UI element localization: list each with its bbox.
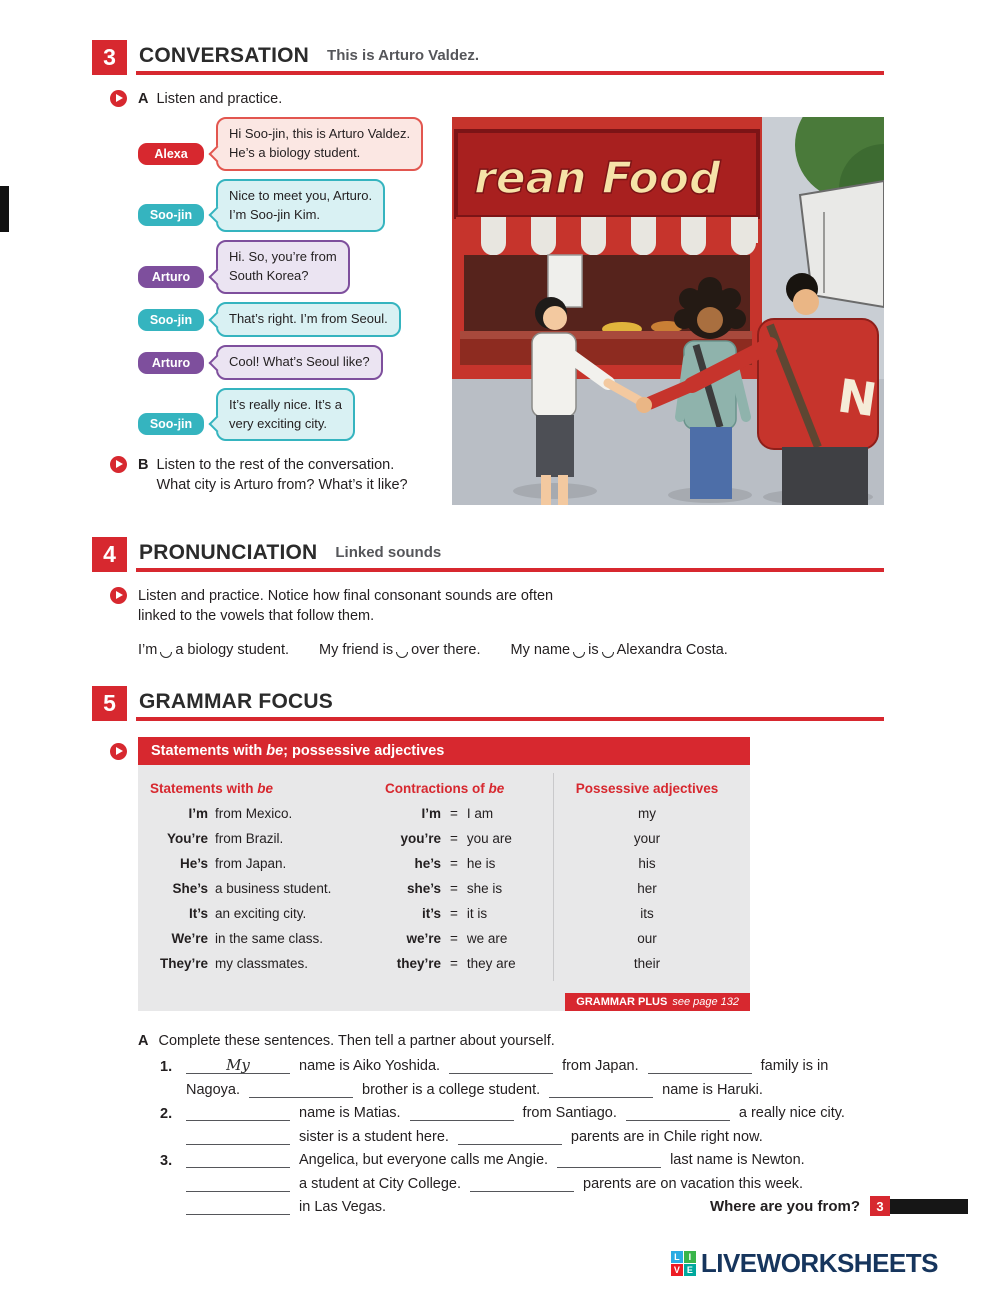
- bubble-line: It’s really nice. It’s a: [229, 396, 342, 412]
- statement-row: You’re from Brazil.: [166, 831, 284, 846]
- possessive-row: our: [637, 931, 657, 946]
- possessive-row: its: [640, 906, 654, 921]
- part-b-instruction: [156, 455, 407, 495]
- section-number-badge: 3: [92, 40, 127, 75]
- exercise-items: [160, 1057, 884, 1218]
- bubble-line: South Korea?: [229, 268, 309, 284]
- speaker-pill-alexa: Alexa: [138, 143, 204, 165]
- contraction-row: I’m = I am: [421, 806, 494, 821]
- part-a-instruction: Listen and practice.: [156, 91, 283, 107]
- part-a: [110, 89, 884, 109]
- speaker-pill-soo-jin: Soo-jin: [138, 413, 204, 435]
- food-stall-scene: [452, 117, 884, 505]
- exercise-text: from Santiago.: [522, 1105, 617, 1122]
- exercise-line: [186, 1128, 884, 1148]
- answer-blank[interactable]: [186, 1128, 290, 1145]
- section-subtitle: Linked sounds: [335, 544, 442, 561]
- answer-blank[interactable]: [557, 1151, 661, 1168]
- section-title: GRAMMAR FOCUS: [139, 689, 333, 713]
- footer-question: Where are you from?: [709, 1197, 860, 1215]
- page-edge-tab: [0, 186, 9, 232]
- exercise-label: A: [138, 1033, 149, 1049]
- logo-tile-i: I: [684, 1251, 696, 1263]
- exercise-text: name is Aiko Yoshida.: [299, 1058, 441, 1074]
- grammar-plus-label: GRAMMAR PLUS: [576, 996, 668, 1008]
- logo-tile-e: E: [684, 1264, 696, 1276]
- dialogue-row: [138, 179, 460, 233]
- speaker-pill-arturo: Arturo: [138, 266, 204, 288]
- section-title: CONVERSATION: [139, 43, 310, 67]
- grammar-focus-box: [138, 737, 750, 1011]
- answer-blank[interactable]: [470, 1175, 574, 1192]
- exercise-text: family is in: [760, 1058, 829, 1074]
- audio-play-icon[interactable]: [110, 90, 127, 107]
- dialogue-row: [138, 345, 460, 380]
- dialogue-row: [138, 388, 460, 442]
- speech-bubble: [216, 345, 383, 380]
- answer-blank[interactable]: [410, 1104, 514, 1121]
- example-segment: My name: [510, 642, 571, 658]
- jacket-letter: N: [834, 368, 881, 428]
- part-b-line1: Listen to the rest of the conversation.: [156, 457, 395, 474]
- page-content: [92, 40, 884, 1222]
- statement-row: I’m from Mexico.: [188, 806, 293, 821]
- bubble-line: He’s a biology student.: [229, 144, 361, 160]
- bubble-line: Nice to meet you, Arturo.: [229, 187, 373, 203]
- stall-sign-text: rean Food: [474, 153, 721, 204]
- answer-blank[interactable]: [186, 1057, 290, 1074]
- contractions-column: [373, 773, 553, 981]
- grammar-box-title-em: be: [266, 743, 284, 759]
- audio-play-icon[interactable]: [110, 456, 127, 473]
- speech-bubble: [216, 179, 385, 233]
- exercise-line: [186, 1151, 884, 1171]
- bubble-line: I’m Soo-jin Kim.: [229, 206, 321, 222]
- part-b-line2: What city is Arturo from? What’s it like?: [156, 477, 408, 494]
- speaker-pill-soo-jin: Soo-jin: [138, 309, 204, 331]
- contraction-row: we’re = we are: [406, 931, 508, 946]
- grammar-box-title-pre: Statements with: [151, 743, 267, 759]
- section-rule: [136, 717, 884, 721]
- possessives-column: [553, 773, 750, 981]
- answer-blank[interactable]: [186, 1175, 290, 1192]
- example-segment: a biology student.: [175, 642, 290, 658]
- contraction-row: it’s = it is: [421, 906, 488, 921]
- possessive-row: your: [633, 831, 661, 846]
- instruction-line2: linked to the vowels that follow them.: [138, 608, 375, 624]
- section-subtitle: This is Arturo Valdez.: [327, 47, 480, 64]
- section-header: [92, 686, 884, 721]
- exercise-item-number: 1.: [160, 1059, 173, 1075]
- answer-blank[interactable]: [186, 1104, 290, 1121]
- exercise-text: name is Matias.: [299, 1105, 401, 1122]
- grammar-plus-tag[interactable]: [565, 993, 750, 1011]
- pronunciation-instruction: [138, 586, 553, 626]
- bubble-line: Hi Soo-jin, this is Arturo Valdez.: [229, 126, 411, 141]
- linked-sounds-example: [319, 642, 480, 658]
- bubble-line: Cool! What’s Seoul like?: [229, 353, 370, 369]
- exercise-line: [186, 1081, 884, 1101]
- section-header: [92, 40, 884, 75]
- exercise-item-number: 3.: [160, 1153, 173, 1170]
- answer-blank[interactable]: [458, 1128, 562, 1145]
- statement-row: He’s from Japan.: [179, 856, 287, 871]
- exercise-text: from Japan.: [562, 1058, 639, 1074]
- contraction-row: he’s = he is: [414, 856, 496, 871]
- grammar-box-title-post: ; possessive adjectives: [283, 743, 445, 759]
- speech-bubble: [216, 302, 401, 337]
- statement-row: She’s a business student.: [172, 881, 332, 896]
- linking-arc: [573, 652, 585, 658]
- exercise-item: [160, 1104, 884, 1147]
- linked-sounds-examples: [138, 642, 884, 658]
- speech-bubble: [216, 388, 355, 442]
- contraction-row: they’re = they are: [396, 956, 516, 971]
- exercise-text: in Las Vegas.: [299, 1199, 387, 1216]
- possessive-row: their: [633, 956, 661, 971]
- section-pronunciation: [92, 537, 884, 658]
- page-footer: [0, 1196, 1000, 1216]
- dialogue-list: [138, 117, 460, 441]
- speech-bubble: [216, 240, 350, 294]
- possessive-row: her: [637, 881, 657, 896]
- exercise-text: a really nice city.: [738, 1105, 845, 1122]
- exercise-text: Angelica, but everyone calls me Angie.: [299, 1152, 549, 1169]
- exercise-instruction: Complete these sentences. Then tell a partner about yourself.: [158, 1033, 555, 1049]
- logo-tile-l: L: [671, 1251, 683, 1263]
- answer-blank[interactable]: [186, 1151, 290, 1168]
- exercise-text: Nagoya.: [186, 1081, 241, 1098]
- section-rule: [136, 71, 884, 75]
- grammar-table: [138, 765, 750, 1011]
- answer-blank[interactable]: [549, 1081, 653, 1098]
- section-rule: [136, 568, 884, 572]
- logo-tile-v: V: [671, 1264, 683, 1276]
- footer-page-number: 3: [870, 1196, 890, 1216]
- speech-bubble: [216, 117, 423, 171]
- statements-header: Statements with be: [150, 781, 274, 796]
- answer-blank[interactable]: [249, 1081, 353, 1098]
- linked-sounds-example: [510, 642, 727, 658]
- section-number-badge: 4: [92, 537, 127, 572]
- exercise-line: [186, 1104, 884, 1124]
- speaker-pill-soo-jin: Soo-jin: [138, 204, 204, 226]
- possessive-row: my: [638, 806, 656, 821]
- bubble-line: That’s right. I’m from Seoul.: [229, 311, 388, 327]
- pronunciation-part: [110, 586, 884, 626]
- bubble-line: Hi. So, you’re from: [229, 249, 337, 265]
- exercise-text: name is Haruki.: [662, 1081, 763, 1098]
- conversation-illustration: [452, 117, 884, 505]
- answer-blank[interactable]: [626, 1104, 730, 1121]
- contraction-row: you’re = you are: [400, 831, 512, 846]
- section-number-badge: 5: [92, 686, 127, 721]
- linked-sounds-example: [138, 642, 289, 658]
- exercise-text: a student at City College.: [299, 1175, 462, 1192]
- dialogue-row: [138, 302, 460, 337]
- logo-text: LIVEWORKSHEETS: [700, 1248, 938, 1278]
- answer-blank[interactable]: [648, 1057, 752, 1074]
- audio-play-icon[interactable]: [110, 587, 127, 604]
- dialogue-row: [138, 117, 460, 171]
- answer-blank[interactable]: [449, 1057, 553, 1074]
- conversation-area: [138, 117, 884, 515]
- liveworksheets-logo[interactable]: [671, 1248, 938, 1279]
- exercise-line: [186, 1057, 884, 1077]
- exercise-text: last name is Newton.: [670, 1152, 805, 1169]
- exercise-text: parents are in Chile right now.: [570, 1128, 763, 1145]
- logo-tiles-icon: [671, 1251, 696, 1276]
- example-segment: Alexandra Costa.: [616, 642, 728, 658]
- contractions-header: Contractions of be: [385, 781, 505, 796]
- section-grammar-focus: [92, 686, 884, 1218]
- section-header: [92, 537, 884, 572]
- contraction-row: she’s = she is: [406, 881, 503, 896]
- grammar-plus-note: see page 132: [672, 996, 739, 1008]
- exercise-header: [138, 1033, 884, 1049]
- section-title: PRONUNCIATION: [139, 540, 318, 564]
- linking-arc: [160, 652, 172, 658]
- instruction-line1: Listen and practice. Notice how final consonant sounds are often: [138, 588, 554, 604]
- grammar-box-title: [138, 737, 750, 765]
- statements-column: [138, 773, 373, 981]
- exercise-text: brother is a college student.: [362, 1081, 541, 1098]
- audio-play-icon[interactable]: [110, 743, 127, 760]
- speaker-pill-arturo: Arturo: [138, 352, 204, 374]
- part-b-label: B: [138, 457, 149, 474]
- statement-row: They’re my classmates.: [159, 956, 309, 971]
- exercise-text: parents are on vacation this week.: [583, 1175, 804, 1192]
- bubble-line: very exciting city.: [229, 415, 328, 431]
- exercise-line: [186, 1175, 884, 1195]
- example-segment: I’m: [138, 642, 158, 658]
- example-segment: My friend is: [319, 642, 394, 658]
- example-segment: is: [588, 642, 599, 658]
- statement-row: We’re in the same class.: [171, 931, 324, 946]
- footer-bar: [890, 1199, 968, 1214]
- possessives-header: Possessive adjectives: [575, 781, 719, 796]
- dialogue-row: [138, 240, 460, 294]
- exercise-item: [160, 1057, 884, 1100]
- example-segment: over there.: [411, 642, 481, 658]
- section-conversation: [92, 40, 884, 515]
- linking-arc: [602, 652, 614, 658]
- part-a-label: A: [138, 91, 149, 107]
- linking-arc: [396, 652, 408, 658]
- exercise-item-number: 2.: [160, 1106, 173, 1123]
- exercise-text: sister is a student here.: [299, 1128, 449, 1145]
- statement-row: It’s an exciting city.: [188, 906, 307, 921]
- possessive-row: his: [638, 856, 656, 871]
